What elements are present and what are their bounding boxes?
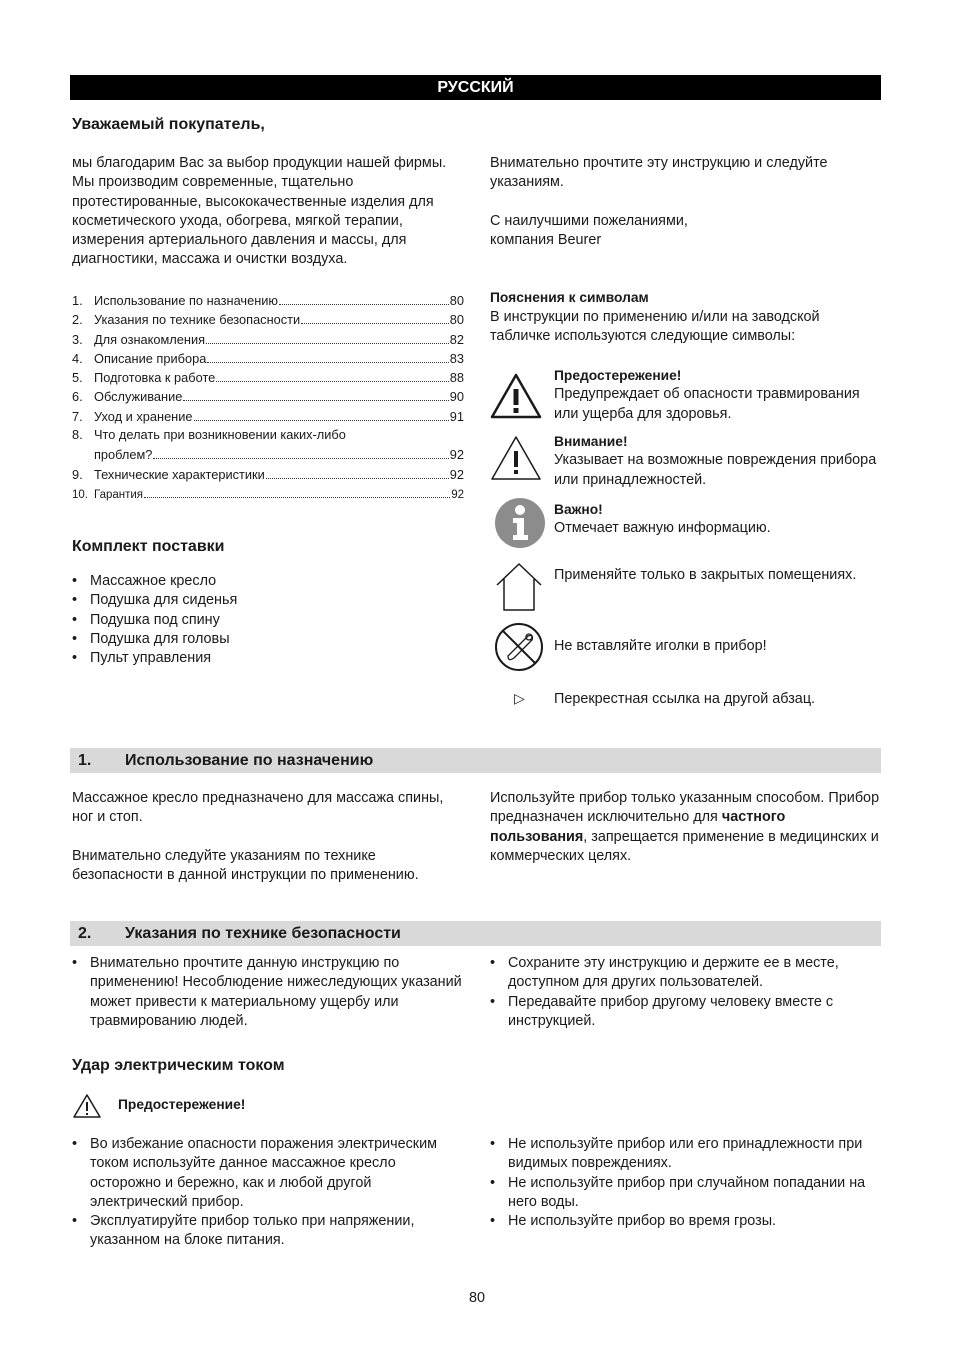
list-item: • Подушка для сиденья: [72, 591, 464, 610]
language-header: РУССКИЙ: [70, 75, 881, 100]
symbol-caution: [490, 432, 882, 492]
table-of-contents: [72, 290, 464, 502]
toc-page: 88: [449, 370, 464, 386]
cross-reference-arrow-icon: ▷: [514, 690, 525, 706]
toc-title: Что делать при возникновении каких-либо: [94, 427, 346, 443]
toc-num: 8.: [72, 427, 83, 443]
toc-leader: [183, 386, 448, 401]
toc-leader: [266, 464, 449, 479]
electric-list-right: [490, 1135, 885, 1231]
symbols-heading: Пояснения к символам: [490, 290, 649, 305]
toc-title: проблем?: [94, 447, 153, 463]
toc-num: 9.: [72, 466, 83, 482]
section-title: Использование по назначению: [125, 752, 374, 769]
section-1-paragraph-1: Массажное кресло предназначено для массажа спины, ног и стоп.: [72, 790, 444, 826]
toc-item[interactable]: [72, 348, 464, 367]
toc-leader: [216, 367, 448, 382]
toc-item[interactable]: [72, 406, 464, 425]
safety-list-right: [490, 954, 885, 1031]
section-2-header: [70, 921, 881, 946]
regards-line-1: С наилучшими пожеланиями,: [490, 213, 688, 229]
section-number: 1.: [78, 752, 92, 769]
toc-page: 92: [449, 466, 464, 482]
symbol-cross-reference: [490, 690, 882, 712]
toc-page: 80: [449, 293, 464, 308]
toc-title: Технические характеристики: [94, 466, 265, 482]
section-1-paragraph-right: [490, 789, 885, 866]
toc-page: 80: [449, 312, 464, 328]
list-item: • Эксплуатируйте прибор только при напряжении, указанном на блоке питания.: [72, 1212, 467, 1251]
caution-triangle-icon: [490, 434, 542, 487]
toc-num: 10.: [72, 488, 88, 501]
regards-line-2: компания Beurer: [490, 232, 602, 249]
list-item: • Пульт управления: [72, 649, 464, 668]
toc-title: Описание прибора: [94, 350, 207, 366]
toc-num: 4.: [72, 350, 83, 366]
no-pins-icon: [494, 622, 544, 677]
list-item: • Подушка под спину: [72, 611, 464, 630]
info-icon: [494, 497, 546, 554]
list-item: • Не используйте прибор или его принадлежности при видимых повреждениях.: [490, 1135, 885, 1174]
toc-title: Гарантия: [94, 488, 144, 501]
symbol-description: Применяйте только в закрытых помещениях.: [554, 567, 857, 583]
toc-leader: [207, 348, 448, 363]
toc-num: 2.: [72, 312, 83, 328]
list-item: • Передавайте прибор другому человеку вместе с инструкцией.: [490, 993, 885, 1032]
toc-item[interactable]: [72, 386, 464, 405]
toc-leader: [194, 406, 449, 421]
toc-item[interactable]: [72, 483, 464, 502]
list-item: • Не используйте прибор во время грозы.: [490, 1212, 885, 1231]
list-item: • Сохраните эту инструкцию и держите ее в месте, доступном для других пользователей.: [490, 954, 885, 993]
toc-page: 92: [451, 488, 464, 501]
toc-item[interactable]: [72, 367, 464, 386]
toc-item[interactable]: [72, 464, 464, 483]
symbol-title: Важно!: [554, 502, 603, 517]
toc-title: Использование по назначению: [94, 293, 279, 308]
toc-item-continuation[interactable]: [72, 444, 464, 463]
symbol-important: [490, 500, 882, 552]
toc-title: Обслуживание: [94, 389, 183, 405]
toc-leader: [301, 309, 449, 324]
section-title: Указания по технике безопасности: [125, 925, 401, 942]
regards: [490, 212, 882, 251]
delivery-heading: Комплект поставки: [72, 538, 225, 555]
list-item: • Во избежание опасности поражения электрическим током используйте данное массажное кресло осторожно и бережно, как и любой другой электрический прибор.: [72, 1135, 467, 1212]
symbol-description: Предупреждает об опасности травмирования или ущерба для здоровья.: [554, 386, 860, 422]
warning-label: Предостережение!: [118, 1097, 246, 1112]
symbol-warning: [490, 366, 882, 426]
toc-leader: [153, 444, 448, 459]
list-item: • Не используйте прибор при случайном попадании на него воды.: [490, 1174, 885, 1213]
toc-num: 6.: [72, 389, 83, 405]
list-item: • Массажное кресло: [72, 572, 464, 591]
page-number: 80: [468, 1290, 485, 1306]
warning-triangle-icon: [490, 372, 542, 425]
toc-page: 82: [449, 331, 464, 347]
section-1-header: [70, 748, 881, 773]
toc-num: 5.: [72, 370, 83, 386]
toc-num: 7.: [72, 408, 83, 424]
delivery-list: [72, 572, 464, 668]
toc-num: 1.: [72, 293, 83, 308]
symbol-description: Указывает на возможные повреждения прибора или принадлежностей.: [554, 452, 877, 488]
symbol-title: Предостережение!: [554, 368, 682, 383]
electric-shock-heading: Удар электрическим током: [72, 1057, 285, 1074]
toc-leader: [206, 329, 449, 344]
symbol-indoor: [490, 562, 882, 614]
toc-item[interactable]: [72, 329, 464, 348]
toc-item[interactable]: [72, 425, 464, 444]
house-icon: [494, 562, 544, 617]
section-number: 2.: [78, 925, 92, 942]
emphasis-text: частного пользования: [490, 809, 786, 845]
toc-item[interactable]: [72, 290, 464, 309]
toc-page: 83: [449, 350, 464, 366]
list-item: • Подушка для головы: [72, 630, 464, 649]
toc-leader: [279, 290, 449, 305]
safety-list-left: [72, 954, 464, 1031]
toc-title: Уход и хранение: [94, 408, 193, 424]
toc-num: 3.: [72, 331, 83, 347]
symbol-description: Перекрестная ссылка на другой абзац.: [554, 691, 816, 707]
section-1-paragraph-2: Внимательно следуйте указаниям по технике безопасности в данной инструкции по применению.: [72, 848, 419, 884]
toc-item[interactable]: [72, 309, 464, 328]
toc-title: Подготовка к работе: [94, 370, 216, 386]
toc-title: Указания по технике безопасности: [94, 312, 301, 328]
warning-triangle-icon: [72, 1093, 102, 1124]
text-run: , запрещается применение в медицинских и коммерческих целях.: [490, 828, 879, 864]
symbol-description: Отмечает важную информацию.: [554, 520, 771, 537]
toc-page: 90: [449, 389, 464, 405]
greeting-heading: Уважаемый покупатель,: [72, 116, 265, 133]
list-item: • Внимательно прочтите данную инструкцию по применению! Несоблюдение нижеследующих указаний может привести к материальному ущербу или травмированию людей.: [72, 954, 464, 1031]
symbols-intro: В инструкции по применению и/или на заводской табличке используются следующие символы:: [490, 309, 820, 345]
intro-text: мы благодарим Вас за выбор продукции нашей фирмы. Мы производим современные, тщательно протестированные, высококачественные изделия для косметического ухода, обогрева, мягкой терапии, измерения артериального давления и массы, для диагностики, массажа и очистки воздуха.: [72, 155, 447, 268]
toc-page: 91: [449, 408, 464, 424]
symbol-title: Внимание!: [554, 434, 628, 449]
text-run: Используйте прибор только указанным способом. Прибор предназначен исключительно для: [490, 790, 880, 826]
symbol-description: Не вставляйте иголки в прибор!: [554, 638, 767, 654]
electric-list-left: [72, 1135, 467, 1251]
toc-title: Для ознакомления: [94, 331, 206, 347]
intro-right-text: Внимательно прочтите эту инструкцию и следуйте указаниям.: [490, 155, 828, 191]
toc-leader: [144, 483, 450, 498]
toc-page: 92: [449, 447, 464, 463]
symbol-no-pins: [490, 622, 882, 674]
